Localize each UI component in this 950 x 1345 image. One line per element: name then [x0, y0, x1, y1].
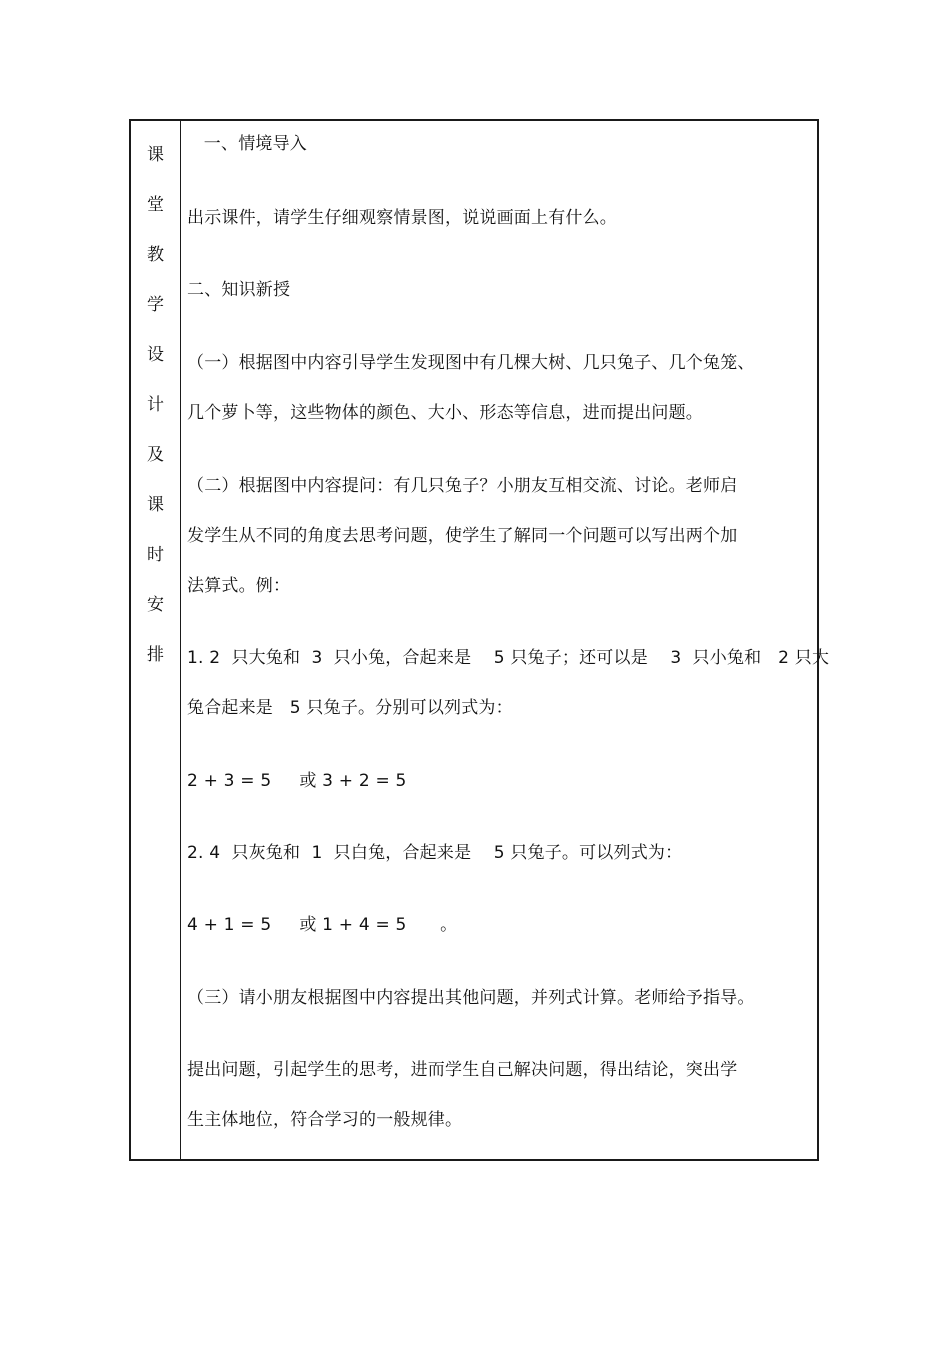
label-char: 堂 [147, 195, 164, 215]
lesson-table [129, 119, 830, 1161]
paragraph-step-3: （三）请小朋友根据图中内容提出其他问题，并列式计算。老师给予指导。 [187, 988, 755, 1008]
label-char: 计 [147, 395, 164, 415]
paragraph-summary-line-2: 生主体地位，符合学习的一般规律。 [187, 1110, 463, 1130]
label-char: 设 [147, 345, 164, 365]
label-char: 时 [147, 545, 164, 565]
paragraph-summary-line-1: 提出问题，引起学生的思考，进而学生自己解决问题，得出结论，突出学 [187, 1060, 738, 1080]
paragraph-step-2-line-3: 法算式。例： [187, 576, 291, 596]
example-2-line-1: 2. 4 只灰兔和 1 只白兔，合起来是 5 只兔子。可以列式为： [187, 843, 683, 863]
example-1-equation: 2 + 3 = 5 或 3 + 2 = 5 [187, 771, 407, 791]
example-1-line-2: 兔合起来是 5 只兔子。分别可以列式为： [187, 698, 513, 718]
paragraph-step-1-line-2: 几个萝卜等，这些物体的颜色、大小、形态等信息，进而提出问题。 [187, 403, 703, 423]
heading-new-knowledge: 二、知识新授 [187, 280, 291, 300]
label-char: 教 [147, 245, 164, 265]
paragraph-step-1-line-1: （一）根据图中内容引导学生发现图中有几棵大树、几只兔子、几个兔笼、 [187, 353, 755, 373]
label-char: 排 [147, 645, 164, 665]
paragraph-step-2-line-2: 发学生从不同的角度去思考问题，使学生了解同一个问题可以写出两个加 [187, 526, 738, 546]
label-char: 及 [147, 445, 164, 465]
paragraph-show-courseware: 出示课件，请学生仔细观察情景图，说说画面上有什么。 [187, 208, 617, 228]
section-label-column [131, 143, 180, 693]
example-1-line-1: 1. 2 只大兔和 3 只小兔，合起来是 5 只兔子；还可以是 3 只小兔和 2 只大 [187, 648, 830, 668]
example-2-equation: 4 + 1 = 5 或 1 + 4 = 5 。 [187, 915, 458, 935]
label-char: 安 [147, 595, 164, 615]
paragraph-step-2-line-1: （二）根据图中内容提问：有几只兔子？小朋友互相交流、讨论。老师启 [187, 476, 738, 496]
label-char: 学 [147, 295, 164, 315]
heading-situation-intro: 一、情境导入 [187, 134, 308, 154]
label-char: 课 [147, 495, 164, 515]
label-char: 课 [147, 145, 164, 165]
column-divider [180, 121, 181, 1159]
